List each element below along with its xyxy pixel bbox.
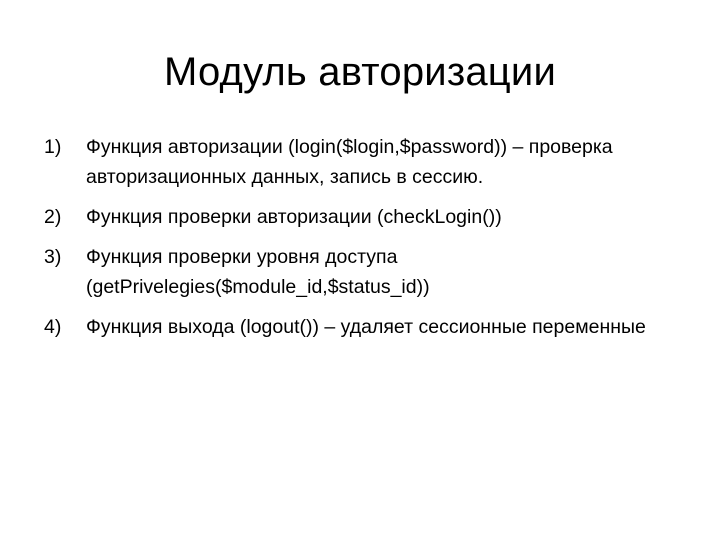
list-item [44, 202, 684, 232]
list-item-number: 4) [44, 316, 62, 338]
list-item-text: Функция выхода (logout()) – удаляет сессионные переменные [86, 316, 646, 338]
function-list [44, 132, 684, 352]
list-item-text: Функция авторизации (login($login,$password)) – проверка авторизационных данных, запись в сессию. [86, 136, 613, 188]
list-item [44, 242, 684, 302]
list-item-text: Функция проверки авторизации (checkLogin()) [86, 206, 502, 228]
list-item [44, 312, 684, 342]
list-item-text: Функция проверки уровня доступа (getPrivelegies($module_id,$status_id)) [86, 246, 430, 298]
list-item-number: 3) [44, 246, 62, 268]
slide-title: Модуль авторизации [164, 50, 556, 94]
list-item-number: 1) [44, 136, 62, 158]
list-item-number: 2) [44, 206, 62, 228]
list-item [44, 132, 684, 192]
